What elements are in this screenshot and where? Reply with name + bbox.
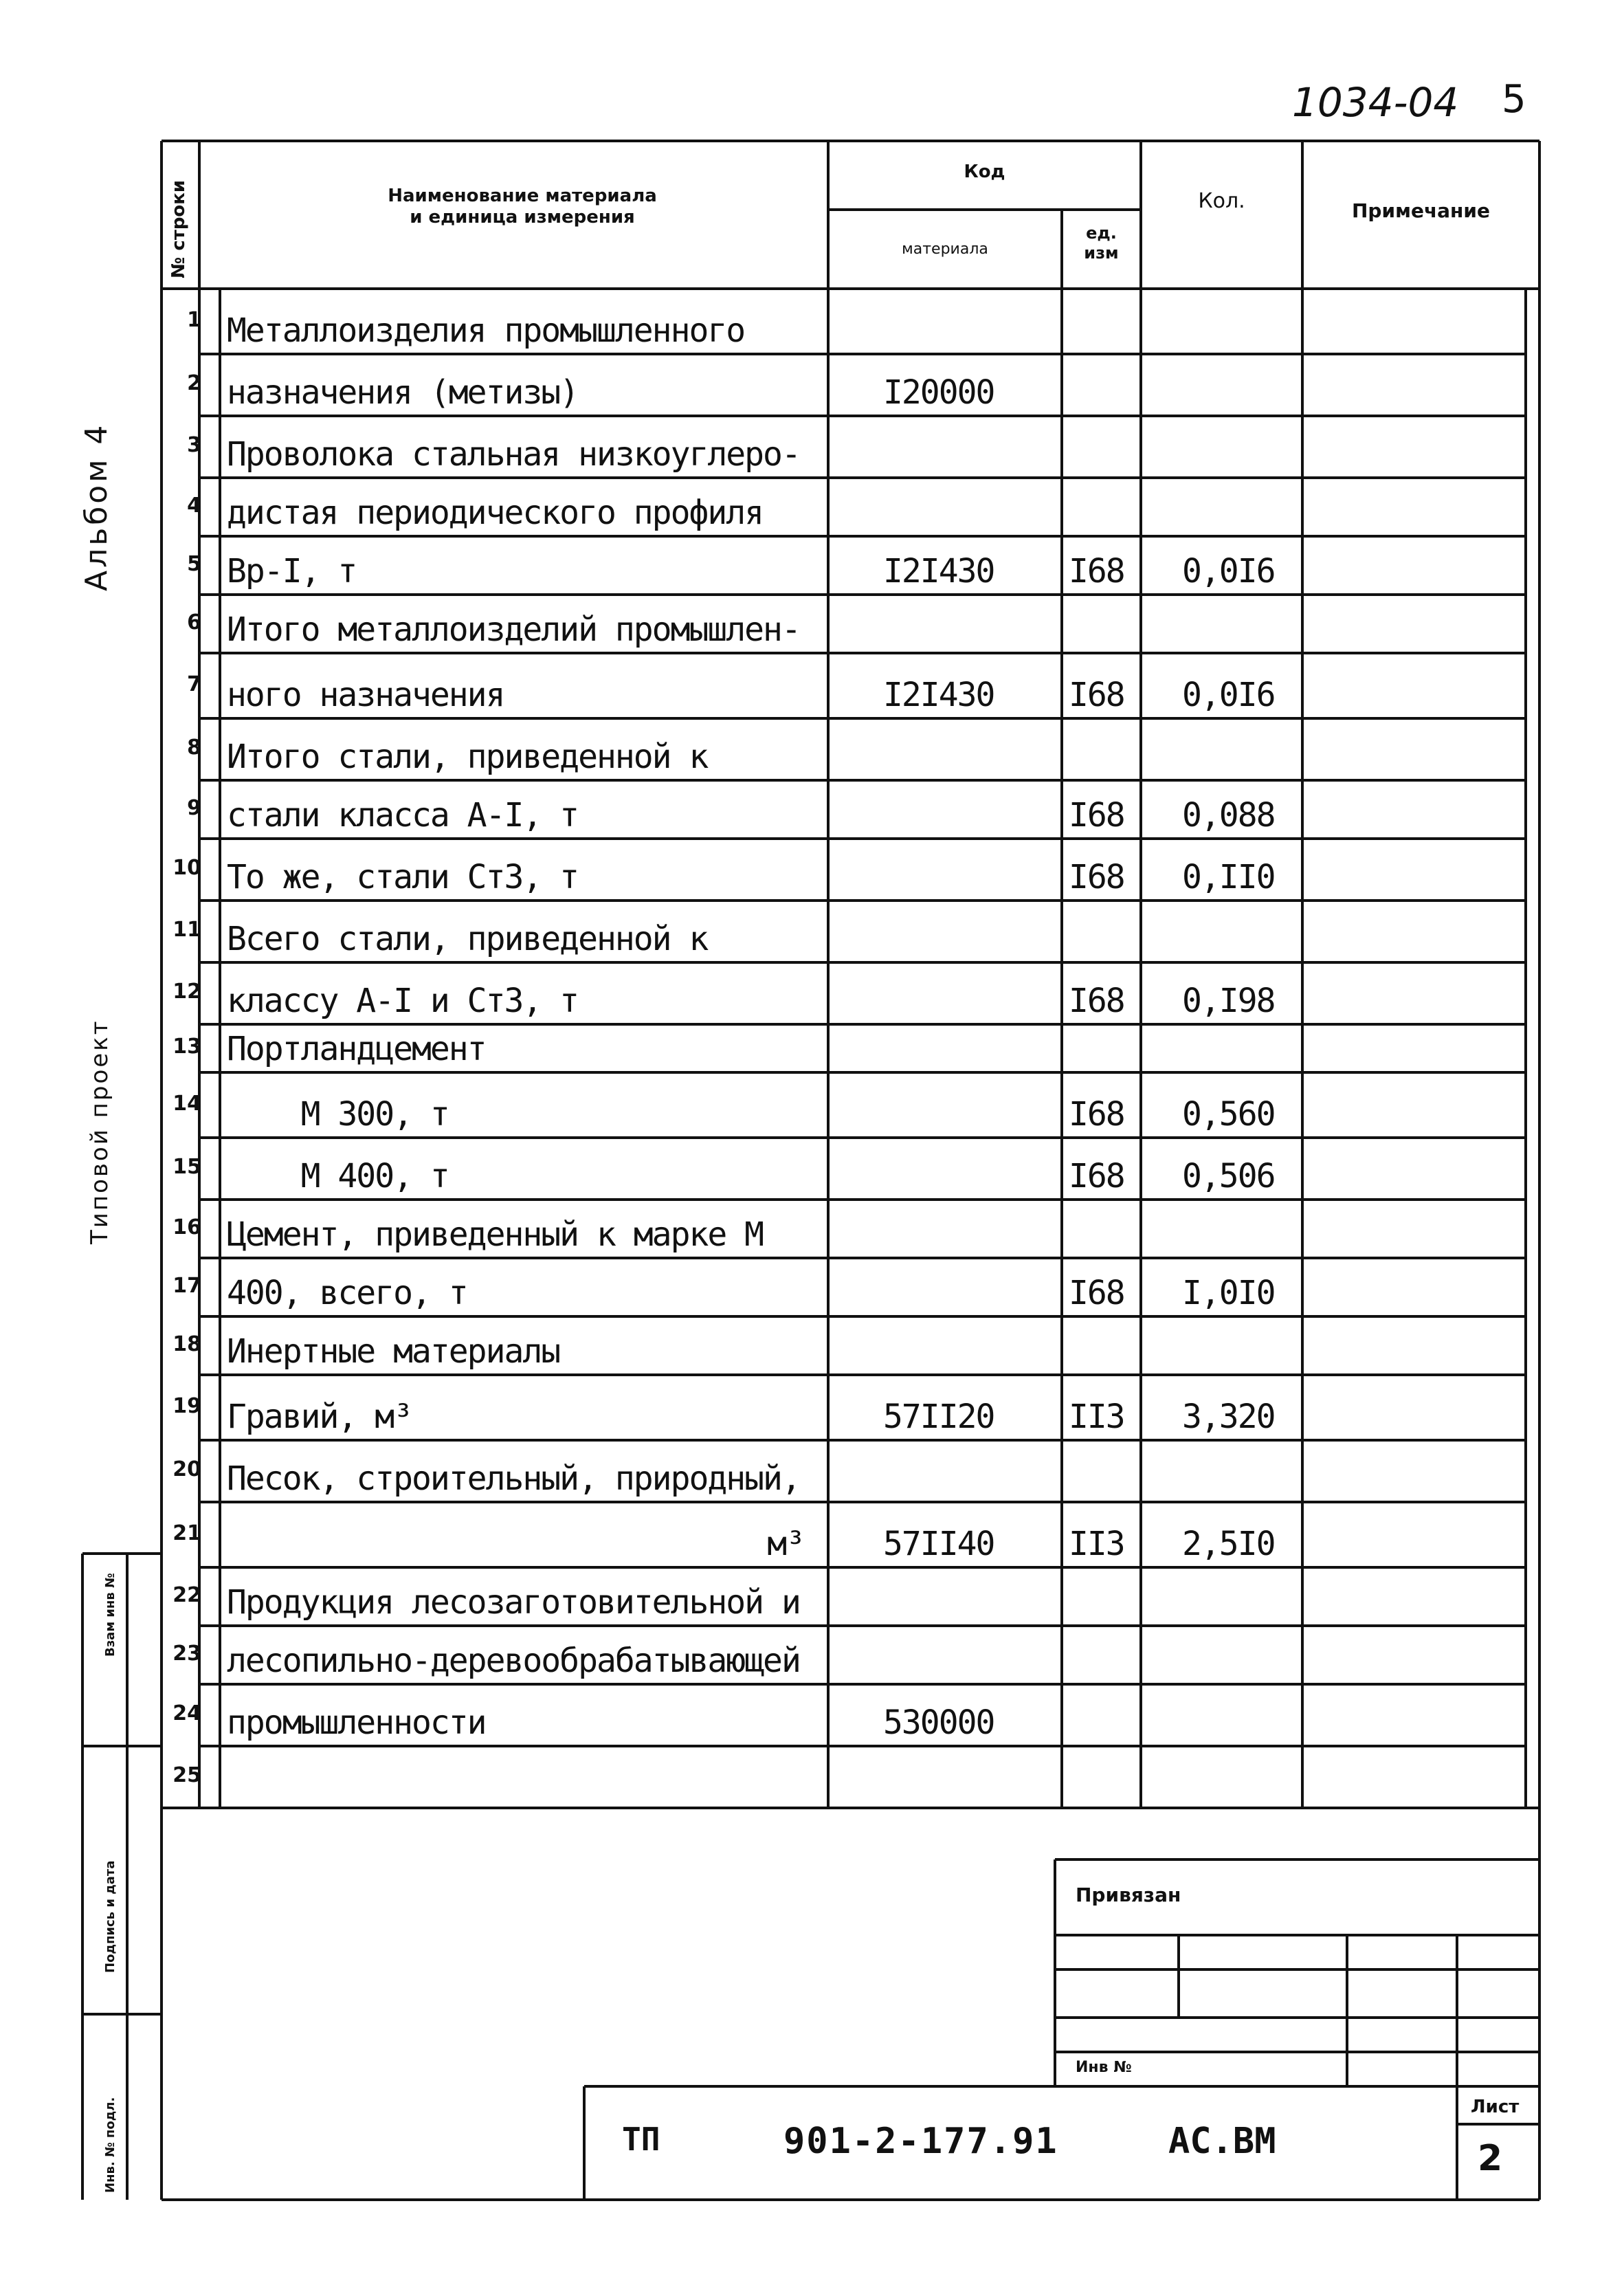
row-number: 4: [187, 493, 201, 518]
material-name: промышленности: [227, 1703, 486, 1742]
row-number: 8: [187, 736, 201, 760]
row-number: 18: [173, 1332, 201, 1356]
project-code: 901-2-177.91: [783, 2121, 1058, 2162]
unit-code: I68: [1069, 676, 1124, 714]
row-number: 22: [173, 1582, 201, 1607]
header-note: Примечание: [1351, 199, 1491, 222]
row-number: 19: [173, 1393, 201, 1418]
document-mark: АС.ВМ: [1168, 2121, 1276, 2162]
unit-code: I68: [1069, 1095, 1124, 1134]
material-name: Продукция лесозаготовительной и: [227, 1583, 800, 1622]
header-code-unit: ед. изм: [1084, 223, 1119, 263]
row-number: 13: [173, 1035, 201, 1059]
binding-label: Привязан: [1076, 1884, 1181, 1906]
sheet-number: 2: [1478, 2138, 1503, 2179]
material-name: М 300, т: [227, 1095, 449, 1134]
row-number: 20: [173, 1457, 201, 1481]
material-name: 400, всего, т: [227, 1274, 467, 1312]
material-name: назначения (метизы): [227, 373, 579, 412]
row-number: 7: [187, 672, 201, 696]
row-number: 10: [173, 856, 201, 880]
stamp-label-replacement: Взам инв №: [103, 1573, 118, 1657]
row-number: 9: [187, 795, 201, 820]
row-number: 23: [173, 1641, 201, 1666]
unit-code: II3: [1069, 1525, 1124, 1563]
material-code: I2I430: [883, 552, 994, 590]
material-name: Портландцемент: [227, 1030, 486, 1068]
material-code: I2I430: [883, 676, 994, 714]
stamp-label-inventory: Инв. № подл.: [103, 2097, 118, 2193]
album-label: Альбом 4: [79, 422, 114, 591]
material-code: I20000: [883, 373, 994, 412]
row-number: 15: [173, 1155, 201, 1179]
material-name: Вр-I, т: [227, 552, 357, 590]
header-material-name: Наименование материала и единица измерения: [388, 186, 657, 228]
project-type-label: Типовой проект: [86, 1019, 113, 1244]
unit-code: II3: [1069, 1398, 1124, 1436]
material-name: Всего стали, приведенной к: [227, 920, 708, 958]
material-code: 57II40: [883, 1525, 994, 1563]
material-name: Итого металлоизделий промышлен-: [227, 610, 800, 649]
material-name: лесопильно-деревообрабатывающей: [227, 1642, 800, 1680]
unit-code: I68: [1069, 552, 1124, 590]
row-number: 2: [187, 371, 201, 395]
row-number: 14: [173, 1091, 201, 1116]
header-code: Код: [964, 162, 1005, 182]
material-code: 530000: [883, 1703, 994, 1742]
material-name: Инертные материалы: [227, 1332, 560, 1371]
row-number: 17: [173, 1273, 201, 1298]
material-name: стали класса А-I, т: [227, 796, 579, 835]
unit-code: I68: [1069, 858, 1124, 896]
row-number: 1: [187, 307, 201, 332]
material-name: То же, стали Ст3, т: [227, 858, 579, 896]
row-number: 11: [173, 918, 201, 942]
sheet-label: Лист: [1471, 2097, 1520, 2117]
material-name: Гравий, м³: [227, 1398, 412, 1436]
row-number: 5: [187, 551, 201, 576]
unit-code: I68: [1069, 982, 1124, 1020]
unit-code: I68: [1069, 796, 1124, 835]
row-number: 6: [187, 610, 201, 634]
row-number: 3: [187, 433, 201, 457]
row-number: 21: [173, 1521, 201, 1545]
material-name: Проволока стальная низкоуглеро-: [227, 435, 800, 474]
quantity-value: I,0I0: [1182, 1274, 1275, 1312]
header-quantity: Кол.: [1198, 189, 1245, 213]
material-name: ного назначения: [227, 676, 504, 714]
page-number: 5: [1502, 77, 1526, 122]
quantity-value: 0,0I6: [1182, 676, 1275, 714]
document-reference: 1034-04: [1292, 79, 1459, 126]
material-name: Металлоизделия промышленного: [227, 311, 745, 350]
quantity-value: 0,560: [1182, 1095, 1275, 1134]
quantity-value: 0,II0: [1182, 858, 1275, 896]
row-number: 12: [173, 980, 201, 1004]
stamp-label-signature: Подпись и дата: [103, 1860, 118, 1973]
unit-code: I68: [1069, 1157, 1124, 1195]
quantity-value: 2,5I0: [1182, 1525, 1275, 1563]
quantity-value: 0,0I6: [1182, 552, 1275, 590]
quantity-value: 0,I98: [1182, 982, 1275, 1020]
inventory-number-label: Инв №: [1076, 2059, 1132, 2076]
row-number: 24: [173, 1701, 201, 1725]
material-name: М 400, т: [227, 1157, 449, 1195]
material-name: Итого стали, приведенной к: [227, 738, 708, 776]
quantity-value: 3,320: [1182, 1398, 1275, 1436]
material-name: дистая периодического профиля: [227, 494, 764, 532]
material-name: классу А-I и Ст3, т: [227, 982, 579, 1020]
quantity-value: 0,506: [1182, 1157, 1275, 1195]
row-number: 16: [173, 1215, 201, 1239]
material-name: Песок, строительный, природный,: [227, 1459, 800, 1498]
series-label: ТП: [622, 2121, 660, 2158]
quantity-value: 0,088: [1182, 796, 1275, 835]
material-name: м³: [767, 1525, 804, 1563]
header-code-material: материала: [902, 241, 988, 258]
material-name: Цемент, приведенный к марке М: [227, 1215, 764, 1254]
unit-code: I68: [1069, 1274, 1124, 1312]
row-number: 25: [173, 1763, 201, 1787]
header-row-number: № строки: [168, 179, 189, 278]
material-code: 57II20: [883, 1398, 994, 1436]
